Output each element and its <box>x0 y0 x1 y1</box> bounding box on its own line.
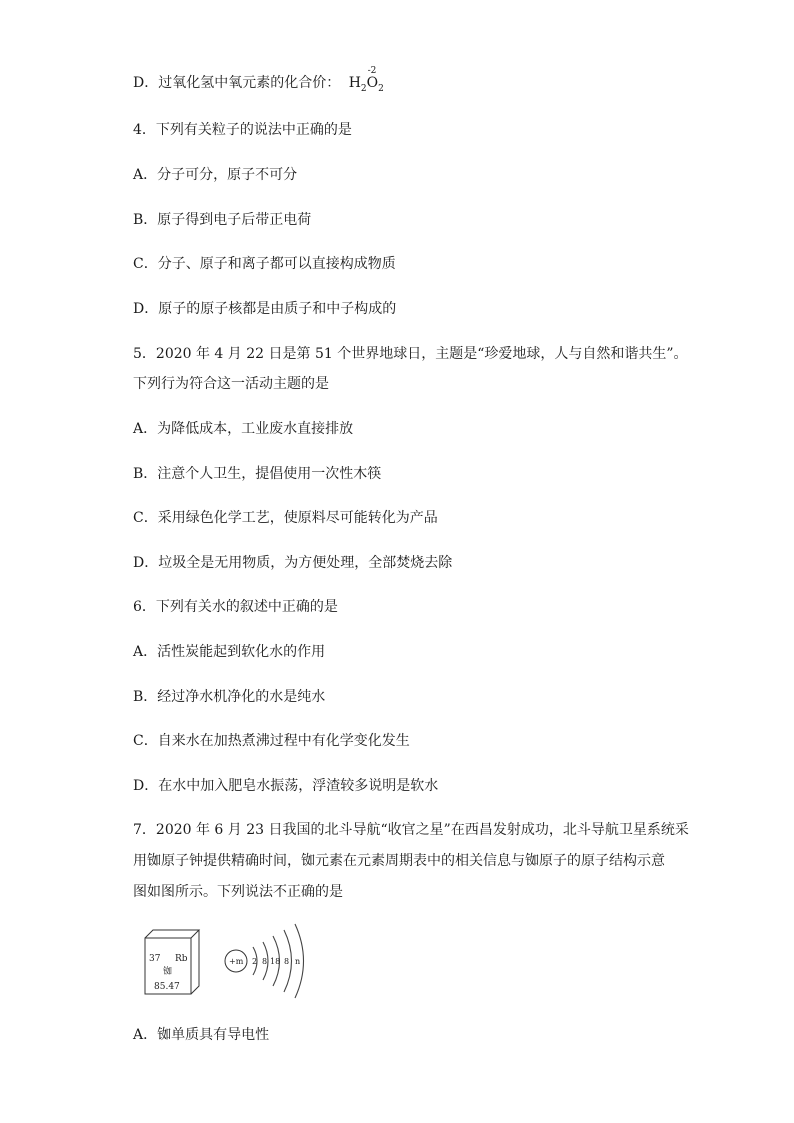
option-5b: B．注意个人卫生，提倡使用一次性木筷 <box>133 466 382 482</box>
option-3d <box>133 66 384 94</box>
option-3d-text: D．过氧化氢中氧元素的化合价： <box>133 75 341 91</box>
atomic-number-label: 37 <box>149 954 161 964</box>
rubidium-diagram <box>133 918 313 1008</box>
option-5d: D．垃圾全是无用物质，为方便处理，全部焚烧去除 <box>133 555 453 571</box>
option-4c: C．分子、原子和离子都可以直接构成物质 <box>133 256 396 272</box>
question-7-stem-line1: 7．2020 年 6 月 23 日我国的北斗导航“收官之星”在西昌发射成功，北斗导航卫星系统采 <box>133 822 689 838</box>
option-5c: C．采用绿色化学工艺，使原料尽可能转化为产品 <box>133 510 438 526</box>
shell-5-count: n <box>295 957 301 966</box>
question-5-stem-line2: 下列行为符合这一活动主题的是 <box>133 376 329 392</box>
option-4d: D．原子的原子核都是由质子和中子构成的 <box>133 301 397 317</box>
option-4a: A．分子可分，原子不可分 <box>133 167 298 183</box>
shell-2-count: 8 <box>262 957 268 966</box>
element-symbol-label: Rb <box>175 954 188 964</box>
rubidium-figure <box>133 918 313 1008</box>
formula-o-sub: 2 <box>378 84 384 94</box>
atomic-mass-label: 85.47 <box>154 982 180 992</box>
shell-4-count: 8 <box>284 957 290 966</box>
question-5-stem-line1: 5．2020 年 4 月 22 日是第 51 个世界地球日，主题是“珍爱地球，人与自然和谐共生”。 <box>133 346 688 362</box>
question-7-stem-line3: 图如图所示。下列说法不正确的是 <box>133 884 343 900</box>
option-6c: C．自来水在加热煮沸过程中有化学变化发生 <box>133 733 410 749</box>
question-7-stem-line2: 用铷原子钟提供精确时间，铷元素在元素周期表中的相关信息与铷原子的原子结构示意 <box>133 853 665 869</box>
formula-h-sub: 2 <box>360 84 367 94</box>
option-7a: A．铷单质具有导电性 <box>133 1027 270 1043</box>
valence-label: -2 <box>367 66 377 76</box>
shell-3-count: 18 <box>270 957 281 966</box>
option-6d: D．在水中加入肥皂水振荡，浮渣较多说明是软水 <box>133 778 439 794</box>
question-6-stem: 6．下列有关水的叙述中正确的是 <box>133 599 338 615</box>
option-5a: A．为降低成本，工业废水直接排放 <box>133 421 354 437</box>
option-6b: B．经过净水机净化的水是纯水 <box>133 689 326 705</box>
h2o2-formula <box>348 66 384 94</box>
formula-o-wrap <box>366 66 379 91</box>
element-name-label: 铷 <box>163 967 173 977</box>
question-4-stem: 4．下列有关粒子的说法中正确的是 <box>133 122 352 138</box>
option-4b: B．原子得到电子后带正电荷 <box>133 212 312 228</box>
formula-o: O <box>366 75 379 91</box>
formula-h: H <box>348 75 361 91</box>
option-6a: A．活性炭能起到软化水的作用 <box>133 644 326 660</box>
nucleus-charge-label: +m <box>229 957 244 966</box>
shell-1-count: 2 <box>252 957 258 966</box>
